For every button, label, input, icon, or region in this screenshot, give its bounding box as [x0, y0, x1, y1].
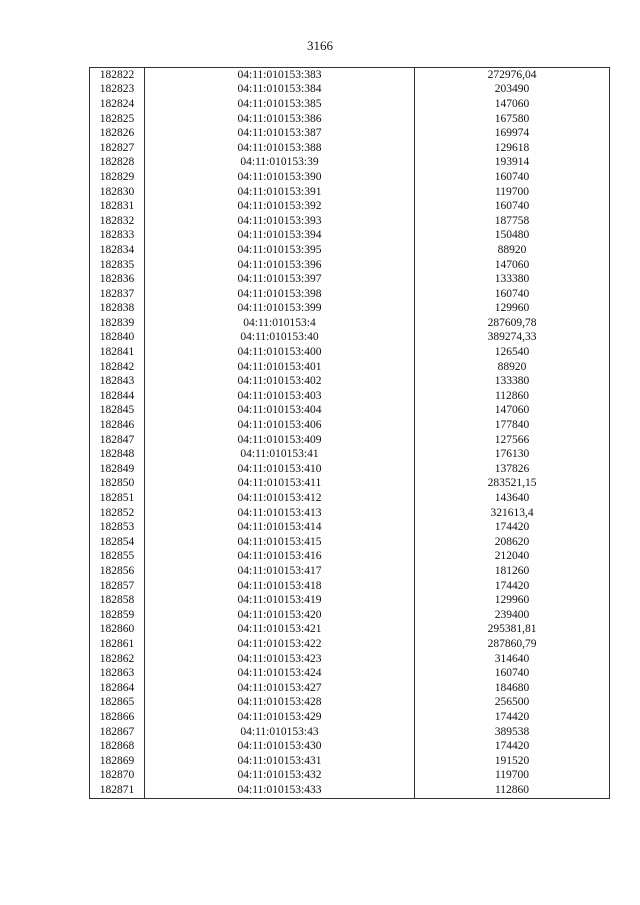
row-number-cell: 182823 [90, 83, 145, 98]
cadastral-number-cell: 04:11:010153:411 [145, 477, 415, 492]
cadastral-number-cell: 04:11:010153:428 [145, 696, 415, 711]
cadastral-value-cell: 177840 [415, 418, 610, 433]
cadastral-value-cell: 181260 [415, 564, 610, 579]
table-row [90, 783, 610, 798]
cadastral-number-cell: 04:11:010153:410 [145, 462, 415, 477]
table-row [90, 229, 610, 244]
row-number-cell: 182859 [90, 608, 145, 623]
table-row [90, 199, 610, 214]
cadastral-value-cell: 126540 [415, 345, 610, 360]
cadastral-number-cell: 04:11:010153:409 [145, 433, 415, 448]
row-number-cell: 182869 [90, 754, 145, 769]
row-number-cell: 182826 [90, 126, 145, 141]
cadastral-value-cell: 88920 [415, 360, 610, 375]
table-row [90, 374, 610, 389]
table-row [90, 535, 610, 550]
row-number-cell: 182846 [90, 418, 145, 433]
row-number-cell: 182848 [90, 447, 145, 462]
row-number-cell: 182855 [90, 550, 145, 565]
table-row [90, 491, 610, 506]
cadastral-value-cell: 112860 [415, 783, 610, 798]
cadastral-value-cell: 143640 [415, 491, 610, 506]
cadastral-value-cell: 389274,33 [415, 331, 610, 346]
table-row [90, 593, 610, 608]
cadastral-value-cell: 127566 [415, 433, 610, 448]
cadastral-value-cell: 256500 [415, 696, 610, 711]
cadastral-number-cell: 04:11:010153:423 [145, 652, 415, 667]
cadastral-value-cell: 147060 [415, 258, 610, 273]
cadastral-value-cell: 119700 [415, 769, 610, 784]
row-number-cell: 182841 [90, 345, 145, 360]
cadastral-number-cell: 04:11:010153:433 [145, 783, 415, 798]
row-number-cell: 182847 [90, 433, 145, 448]
cadastral-number-cell: 04:11:010153:401 [145, 360, 415, 375]
cadastral-number-cell: 04:11:010153:399 [145, 302, 415, 317]
cadastral-value-cell: 88920 [415, 243, 610, 258]
cadastral-number-cell: 04:11:010153:406 [145, 418, 415, 433]
table-row [90, 710, 610, 725]
table-row [90, 272, 610, 287]
cadastral-number-cell: 04:11:010153:396 [145, 258, 415, 273]
row-number-cell: 182862 [90, 652, 145, 667]
cadastral-number-cell: 04:11:010153:43 [145, 725, 415, 740]
cadastral-value-cell: 129960 [415, 593, 610, 608]
table-row [90, 360, 610, 375]
cadastral-value-cell: 295381,81 [415, 623, 610, 638]
cadastral-value-cell: 160740 [415, 199, 610, 214]
cadastral-number-cell: 04:11:010153:39 [145, 156, 415, 171]
row-number-cell: 182871 [90, 783, 145, 798]
cadastral-value-cell: 129618 [415, 141, 610, 156]
table-row [90, 316, 610, 331]
row-number-cell: 182851 [90, 491, 145, 506]
cadastral-value-cell: 389538 [415, 725, 610, 740]
cadastral-value-cell: 321613,4 [415, 506, 610, 521]
cadastral-number-cell: 04:11:010153:390 [145, 170, 415, 185]
cadastral-value-cell: 184680 [415, 681, 610, 696]
cadastral-number-cell: 04:11:010153:400 [145, 345, 415, 360]
cadastral-value-cell: 208620 [415, 535, 610, 550]
table-row [90, 112, 610, 127]
cadastral-value-cell: 287860,79 [415, 637, 610, 652]
cadastral-value-cell: 191520 [415, 754, 610, 769]
table-row [90, 418, 610, 433]
table-row [90, 258, 610, 273]
row-number-cell: 182838 [90, 302, 145, 317]
table-row [90, 97, 610, 112]
cadastral-value-cell: 287609,78 [415, 316, 610, 331]
row-number-cell: 182837 [90, 287, 145, 302]
cadastral-number-cell: 04:11:010153:387 [145, 126, 415, 141]
table-row [90, 447, 610, 462]
cadastral-number-cell: 04:11:010153:418 [145, 579, 415, 594]
cadastral-number-cell: 04:11:010153:430 [145, 739, 415, 754]
row-number-cell: 182854 [90, 535, 145, 550]
table-row [90, 287, 610, 302]
table-row [90, 579, 610, 594]
table-row [90, 345, 610, 360]
row-number-cell: 182832 [90, 214, 145, 229]
row-number-cell: 182858 [90, 593, 145, 608]
cadastral-number-cell: 04:11:010153:386 [145, 112, 415, 127]
table-row [90, 754, 610, 769]
cadastral-number-cell: 04:11:010153:403 [145, 389, 415, 404]
cadastral-value-cell: 129960 [415, 302, 610, 317]
cadastral-number-cell: 04:11:010153:388 [145, 141, 415, 156]
table-row [90, 331, 610, 346]
table-row [90, 666, 610, 681]
table-row [90, 185, 610, 200]
cadastral-value-table [89, 67, 610, 799]
table-row [90, 214, 610, 229]
table-row [90, 608, 610, 623]
row-number-cell: 182842 [90, 360, 145, 375]
table-row [90, 652, 610, 667]
row-number-cell: 182863 [90, 666, 145, 681]
row-number-cell: 182844 [90, 389, 145, 404]
row-number-cell: 182857 [90, 579, 145, 594]
table-row [90, 477, 610, 492]
cadastral-number-cell: 04:11:010153:40 [145, 331, 415, 346]
table-row [90, 564, 610, 579]
row-number-cell: 182833 [90, 229, 145, 244]
row-number-cell: 182870 [90, 769, 145, 784]
cadastral-number-cell: 04:11:010153:393 [145, 214, 415, 229]
cadastral-number-cell: 04:11:010153:416 [145, 550, 415, 565]
row-number-cell: 182853 [90, 520, 145, 535]
table-row [90, 156, 610, 171]
cadastral-value-cell: 187758 [415, 214, 610, 229]
cadastral-value-cell: 212040 [415, 550, 610, 565]
row-number-cell: 182830 [90, 185, 145, 200]
table-row [90, 550, 610, 565]
cadastral-number-cell: 04:11:010153:383 [145, 68, 415, 83]
row-number-cell: 182825 [90, 112, 145, 127]
row-number-cell: 182845 [90, 404, 145, 419]
row-number-cell: 182827 [90, 141, 145, 156]
row-number-cell: 182834 [90, 243, 145, 258]
row-number-cell: 182828 [90, 156, 145, 171]
table-row [90, 520, 610, 535]
table-row [90, 725, 610, 740]
cadastral-value-cell: 283521,15 [415, 477, 610, 492]
cadastral-value-cell: 167580 [415, 112, 610, 127]
cadastral-number-cell: 04:11:010153:41 [145, 447, 415, 462]
cadastral-number-cell: 04:11:010153:429 [145, 710, 415, 725]
cadastral-number-cell: 04:11:010153:402 [145, 374, 415, 389]
cadastral-number-cell: 04:11:010153:398 [145, 287, 415, 302]
cadastral-number-cell: 04:11:010153:420 [145, 608, 415, 623]
table-row [90, 681, 610, 696]
cadastral-number-cell: 04:11:010153:391 [145, 185, 415, 200]
cadastral-value-cell: 272976,04 [415, 68, 610, 83]
cadastral-number-cell: 04:11:010153:421 [145, 623, 415, 638]
row-number-cell: 182824 [90, 97, 145, 112]
cadastral-value-cell: 169974 [415, 126, 610, 141]
table-row [90, 623, 610, 638]
cadastral-number-cell: 04:11:010153:414 [145, 520, 415, 535]
cadastral-number-cell: 04:11:010153:431 [145, 754, 415, 769]
row-number-cell: 182840 [90, 331, 145, 346]
table-row [90, 462, 610, 477]
row-number-cell: 182856 [90, 564, 145, 579]
cadastral-value-cell: 174420 [415, 739, 610, 754]
cadastral-number-cell: 04:11:010153:385 [145, 97, 415, 112]
table-row [90, 433, 610, 448]
row-number-cell: 182836 [90, 272, 145, 287]
cadastral-number-cell: 04:11:010153:432 [145, 769, 415, 784]
table-row [90, 696, 610, 711]
cadastral-value-cell: 239400 [415, 608, 610, 623]
row-number-cell: 182835 [90, 258, 145, 273]
table-row [90, 404, 610, 419]
cadastral-value-cell: 137826 [415, 462, 610, 477]
cadastral-value-cell: 314640 [415, 652, 610, 667]
cadastral-value-cell: 193914 [415, 156, 610, 171]
row-number-cell: 182831 [90, 199, 145, 214]
table-row [90, 141, 610, 156]
cadastral-number-cell: 04:11:010153:415 [145, 535, 415, 550]
table-row [90, 637, 610, 652]
cadastral-value-cell: 203490 [415, 83, 610, 98]
cadastral-value-cell: 119700 [415, 185, 610, 200]
cadastral-number-cell: 04:11:010153:417 [145, 564, 415, 579]
cadastral-number-cell: 04:11:010153:427 [145, 681, 415, 696]
cadastral-value-cell: 174420 [415, 520, 610, 535]
row-number-cell: 182849 [90, 462, 145, 477]
row-number-cell: 182860 [90, 623, 145, 638]
cadastral-value-cell: 133380 [415, 374, 610, 389]
row-number-cell: 182839 [90, 316, 145, 331]
table-row [90, 68, 610, 83]
cadastral-value-cell: 174420 [415, 579, 610, 594]
cadastral-number-cell: 04:11:010153:392 [145, 199, 415, 214]
cadastral-number-cell: 04:11:010153:384 [145, 83, 415, 98]
cadastral-value-cell: 112860 [415, 389, 610, 404]
table-row [90, 302, 610, 317]
cadastral-number-cell: 04:11:010153:397 [145, 272, 415, 287]
row-number-cell: 182865 [90, 696, 145, 711]
row-number-cell: 182867 [90, 725, 145, 740]
table-row [90, 506, 610, 521]
cadastral-value-cell: 160740 [415, 666, 610, 681]
row-number-cell: 182866 [90, 710, 145, 725]
row-number-cell: 182822 [90, 68, 145, 83]
table-row [90, 389, 610, 404]
cadastral-number-cell: 04:11:010153:4 [145, 316, 415, 331]
cadastral-number-cell: 04:11:010153:419 [145, 593, 415, 608]
cadastral-number-cell: 04:11:010153:395 [145, 243, 415, 258]
cadastral-number-cell: 04:11:010153:412 [145, 491, 415, 506]
row-number-cell: 182868 [90, 739, 145, 754]
table-row [90, 243, 610, 258]
cadastral-number-cell: 04:11:010153:413 [145, 506, 415, 521]
row-number-cell: 182864 [90, 681, 145, 696]
table-row [90, 83, 610, 98]
table-body [90, 68, 610, 799]
cadastral-number-cell: 04:11:010153:394 [145, 229, 415, 244]
row-number-cell: 182829 [90, 170, 145, 185]
row-number-cell: 182861 [90, 637, 145, 652]
table-row [90, 769, 610, 784]
cadastral-value-cell: 147060 [415, 97, 610, 112]
table-row [90, 739, 610, 754]
page-number: 3166 [307, 38, 333, 53]
cadastral-number-cell: 04:11:010153:422 [145, 637, 415, 652]
row-number-cell: 182852 [90, 506, 145, 521]
cadastral-number-cell: 04:11:010153:424 [145, 666, 415, 681]
cadastral-value-cell: 160740 [415, 287, 610, 302]
cadastral-value-cell: 133380 [415, 272, 610, 287]
row-number-cell: 182843 [90, 374, 145, 389]
cadastral-value-cell: 147060 [415, 404, 610, 419]
cadastral-value-cell: 176130 [415, 447, 610, 462]
table-row [90, 170, 610, 185]
cadastral-number-cell: 04:11:010153:404 [145, 404, 415, 419]
cadastral-value-cell: 150480 [415, 229, 610, 244]
row-number-cell: 182850 [90, 477, 145, 492]
cadastral-value-cell: 174420 [415, 710, 610, 725]
table-row [90, 126, 610, 141]
cadastral-value-cell: 160740 [415, 170, 610, 185]
